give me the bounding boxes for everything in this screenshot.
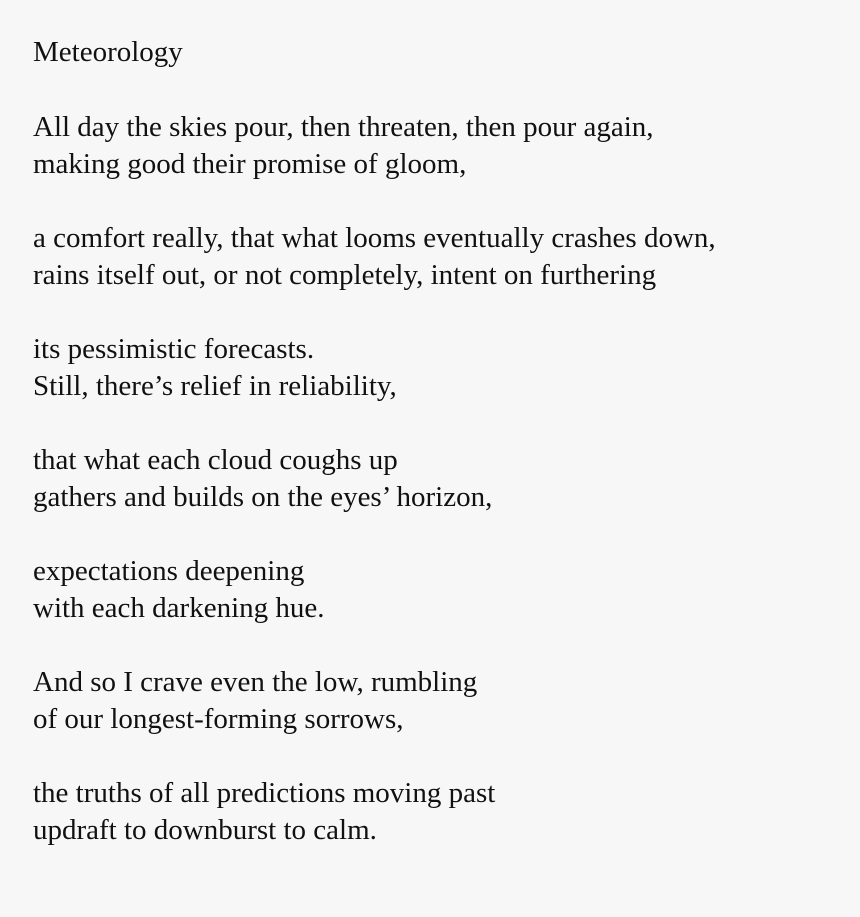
poem-line: gathers and builds on the eyes’ horizon, xyxy=(33,481,493,513)
stanza xyxy=(33,553,853,627)
stanza xyxy=(33,109,853,183)
poem-line: of our longest-forming sorrows, xyxy=(33,703,404,735)
poem-line: And so I crave even the low, rumbling xyxy=(33,666,478,698)
poem-line: a comfort really, that what looms eventually crashes down, xyxy=(33,222,716,254)
stanza xyxy=(33,331,853,405)
poem-line: the truths of all predictions moving past xyxy=(33,777,496,809)
poem-line: All day the skies pour, then threaten, then pour again, xyxy=(33,111,654,143)
poem-line: that what each cloud coughs up xyxy=(33,444,398,476)
poem xyxy=(33,34,853,886)
poem-title: Meteorology xyxy=(33,36,183,68)
poem-line: with each darkening hue. xyxy=(33,592,325,624)
stanza xyxy=(33,442,853,516)
stanza xyxy=(33,775,853,849)
poem-line: its pessimistic forecasts. xyxy=(33,333,315,365)
poem-line: Still, there’s relief in reliability, xyxy=(33,370,397,402)
poem-line: updraft to downburst to calm. xyxy=(33,814,377,846)
stanza xyxy=(33,220,853,294)
poem-line: expectations deepening xyxy=(33,555,305,587)
stanza xyxy=(33,664,853,738)
poem-line: rains itself out, or not completely, intent on furthering xyxy=(33,259,657,291)
poem-line: making good their promise of gloom, xyxy=(33,148,467,180)
